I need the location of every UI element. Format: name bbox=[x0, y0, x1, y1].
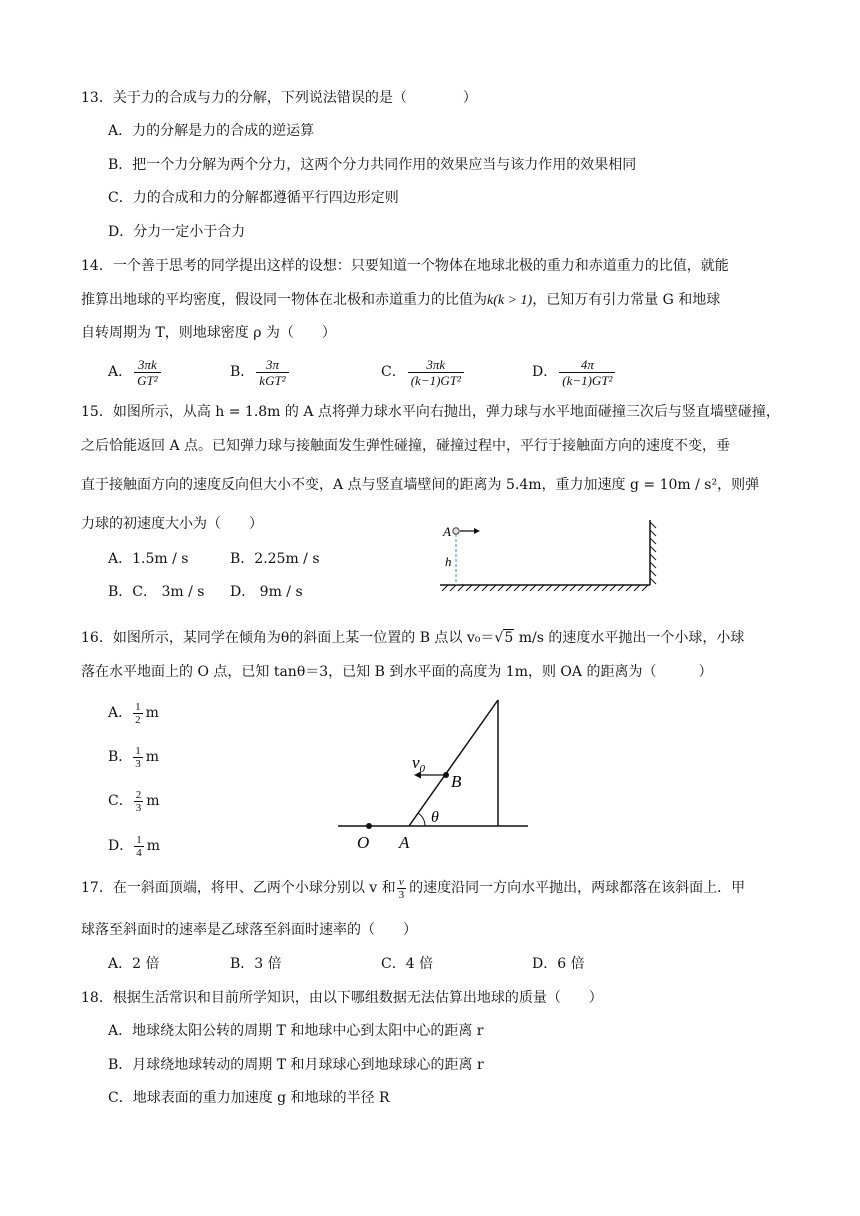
q18-option-a: A．地球绕太阳公转的周期 T 和地球中心到太阳中心的距离 r bbox=[108, 1023, 484, 1039]
fig-label-a: A bbox=[443, 524, 451, 539]
wall-hatching bbox=[650, 522, 656, 584]
q14-d-label: D． bbox=[532, 364, 558, 380]
q17-option-c: C．4 倍 bbox=[381, 956, 434, 972]
q16-c-label: C． bbox=[108, 793, 133, 809]
q15-diagram bbox=[432, 514, 662, 598]
q14-a-label: A． bbox=[108, 364, 133, 380]
q14-d-denominator: (k−1)GT² bbox=[562, 372, 613, 388]
q14-c-numerator: 3πk bbox=[408, 357, 464, 373]
q14-b-fraction bbox=[256, 357, 288, 388]
q18-stem: 18．根据生活常识和目前所学知识，由以下哪组数据无法估算出地球的质量（ ） bbox=[81, 990, 603, 1006]
q16-a-numerator: 1 bbox=[135, 700, 141, 713]
q16-stem-line2: 落在水平地面上的 O 点，已知 tanθ＝3，已知 B 到水平面的高度为 1m，则 OA 的距离为（ ） bbox=[81, 664, 713, 680]
q17-frac-numerator: v bbox=[397, 876, 407, 889]
q15-option-d: D． 9m / s bbox=[230, 584, 303, 600]
q15-option-b: B．2.25m / s bbox=[230, 551, 320, 567]
q14-stem-line2 bbox=[81, 290, 720, 311]
q16-c-unit: m bbox=[146, 793, 160, 809]
q16-option-a bbox=[108, 699, 159, 727]
q17-fraction bbox=[397, 876, 407, 901]
q16-a-label: A． bbox=[108, 705, 133, 721]
q16-d-label: D． bbox=[108, 838, 134, 854]
q16-b-unit: m bbox=[145, 749, 160, 765]
q16-d-denominator: 4 bbox=[136, 846, 142, 859]
q17-frac-denominator: 3 bbox=[398, 888, 405, 901]
q16-b-fraction bbox=[133, 745, 143, 770]
q16-d-fraction bbox=[134, 834, 144, 859]
q15-stem-line1: 15．如图所示，从高 h = 1.8m 的 A 点将弹力球水平向右抛出，弹力球与水平地面碰撞三次后与竖直墙壁碰撞， bbox=[81, 404, 780, 420]
q16-a-denominator: 2 bbox=[135, 713, 141, 726]
q16-option-d bbox=[108, 832, 160, 860]
q14-line2-pre: 推算出地球的平均密度，假设同一物体在北极和赤道重力的比值为 bbox=[81, 292, 487, 308]
q14-k-condition: k(k > 1) bbox=[487, 293, 533, 308]
q16-a-unit: m bbox=[145, 705, 159, 721]
fig-label-o: O bbox=[357, 833, 370, 852]
q16-diagram bbox=[336, 694, 536, 856]
q14-d-numerator: 4π bbox=[559, 357, 615, 373]
q17-option-a: A．2 倍 bbox=[108, 956, 160, 972]
q13-option-c: C．力的合成和力的分解都遵循平行四边形定则 bbox=[108, 190, 399, 206]
q14-c-denominator: (k−1)GT² bbox=[410, 372, 461, 388]
ground-hatching bbox=[442, 585, 648, 591]
q14-d-fraction bbox=[559, 357, 615, 388]
q16-option-b bbox=[108, 743, 159, 771]
q14-line2-post: ，已知万有引力常量 G 和地球 bbox=[532, 292, 721, 308]
q13-option-b: B．把一个力分解为两个分力，这两个分力共同作用的效果应当与该力作用的效果相同 bbox=[108, 157, 637, 173]
q14-b-label: B． bbox=[230, 364, 255, 380]
q16-d-numerator: 1 bbox=[136, 833, 142, 846]
fig-v0-letter: v bbox=[412, 753, 420, 772]
q13-option-a: A．力的分解是力的合成的逆运算 bbox=[108, 123, 315, 139]
q13-option-d: D．分力一定小于合力 bbox=[108, 224, 246, 240]
q14-a-numerator: 3πk bbox=[134, 357, 161, 373]
q16-b-denominator: 3 bbox=[135, 757, 141, 770]
q16-c-denominator: 3 bbox=[135, 801, 142, 814]
fig-label-b: B bbox=[451, 772, 462, 791]
q14-option-b bbox=[230, 356, 291, 388]
fig-label-v0 bbox=[412, 753, 426, 775]
q14-option-a bbox=[108, 356, 163, 388]
fig-label-a: A bbox=[399, 833, 410, 852]
q17-stem-line2: 球落至斜面时的速率是乙球落至斜面时速率的（ ） bbox=[81, 922, 417, 938]
q15-option-c: B．C． 3m / s bbox=[108, 584, 205, 600]
point-o-dot bbox=[366, 823, 372, 829]
q14-a-denominator: GT² bbox=[137, 372, 158, 388]
q16-c-numerator: 2 bbox=[135, 788, 142, 801]
q14-b-denominator: kGT² bbox=[259, 372, 286, 388]
fig-v0-subscript: 0 bbox=[419, 763, 426, 775]
q16-c-fraction bbox=[134, 789, 144, 814]
q14-option-d bbox=[532, 356, 617, 388]
q14-stem-line1: 14．一个善于思考的同学提出这样的设想：只要知道一个物体在地球北极的重力和赤道重力的比值，就能 bbox=[81, 258, 729, 274]
q16-stem-line1: 16．如图所示，某同学在倾角为θ的斜面上某一位置的 B 点以 v₀＝√5 m/s 的速度水平抛出一个小球，小球 bbox=[81, 630, 745, 646]
q17-option-d: D．6 倍 bbox=[532, 956, 585, 972]
q16-b-numerator: 1 bbox=[135, 744, 141, 757]
q15-stem-line4: 力球的初速度大小为（ ） bbox=[81, 516, 263, 532]
q16-a-fraction bbox=[133, 701, 143, 726]
q16-option-c bbox=[108, 787, 160, 815]
fig-label-theta: θ bbox=[431, 809, 439, 826]
q14-stem-line3: 自转周期为 T，则地球密度 ρ 为（ ） bbox=[81, 325, 336, 341]
q14-option-c bbox=[381, 356, 466, 388]
q15-stem-line2: 之后恰能返回 A 点。已知弹力球与接触面发生弹性碰撞，碰撞过程中，平行于接触面方向的速度不变，垂 bbox=[81, 438, 731, 454]
q17-option-b: B．3 倍 bbox=[230, 956, 282, 972]
q16-b-label: B． bbox=[108, 749, 133, 765]
q14-c-fraction bbox=[408, 357, 464, 388]
q14-b-numerator: 3π bbox=[256, 357, 288, 373]
q14-c-label: C． bbox=[381, 364, 406, 380]
q17-line1-post: 的速度沿同一方向水平抛出，两球都落在该斜面上．甲 bbox=[409, 880, 746, 896]
angle-arc bbox=[418, 813, 425, 826]
q16-sqrt-value: 5 bbox=[504, 630, 514, 646]
q18-option-b: B．月球绕地球转动的周期 T 和月球球心到地球球心的距离 r bbox=[108, 1057, 484, 1073]
q16-d-unit: m bbox=[146, 838, 161, 854]
q18-option-c: C．地球表面的重力加速度 g 和地球的半径 R bbox=[108, 1090, 390, 1106]
ball-marker bbox=[453, 528, 459, 534]
q13-stem: 13．关于力的合成与力的分解，下列说法错误的是（ ） bbox=[81, 90, 477, 106]
q16-line1-pre: 16．如图所示，某同学在倾角为θ的斜面上某一位置的 B 点以 v₀＝ bbox=[81, 630, 495, 646]
q15-stem-line3: 直于接触面方向的速度反向但大小不变，A 点与竖直墙壁间的距离为 5.4m，重力加速度 g = 10m / s²，则弹 bbox=[81, 477, 760, 493]
fig-label-h: h bbox=[445, 554, 452, 569]
q14-a-fraction bbox=[134, 357, 161, 388]
q17-line1-pre: 17．在一斜面顶端，将甲、乙两个小球分别以 v 和 bbox=[81, 880, 396, 896]
q15-option-a: A．1.5m / s bbox=[108, 551, 189, 567]
q16-line1-post: m/s 的速度水平抛出一个小球，小球 bbox=[514, 630, 745, 646]
arrowhead-icon bbox=[474, 528, 480, 534]
q17-stem-line1 bbox=[81, 872, 745, 904]
